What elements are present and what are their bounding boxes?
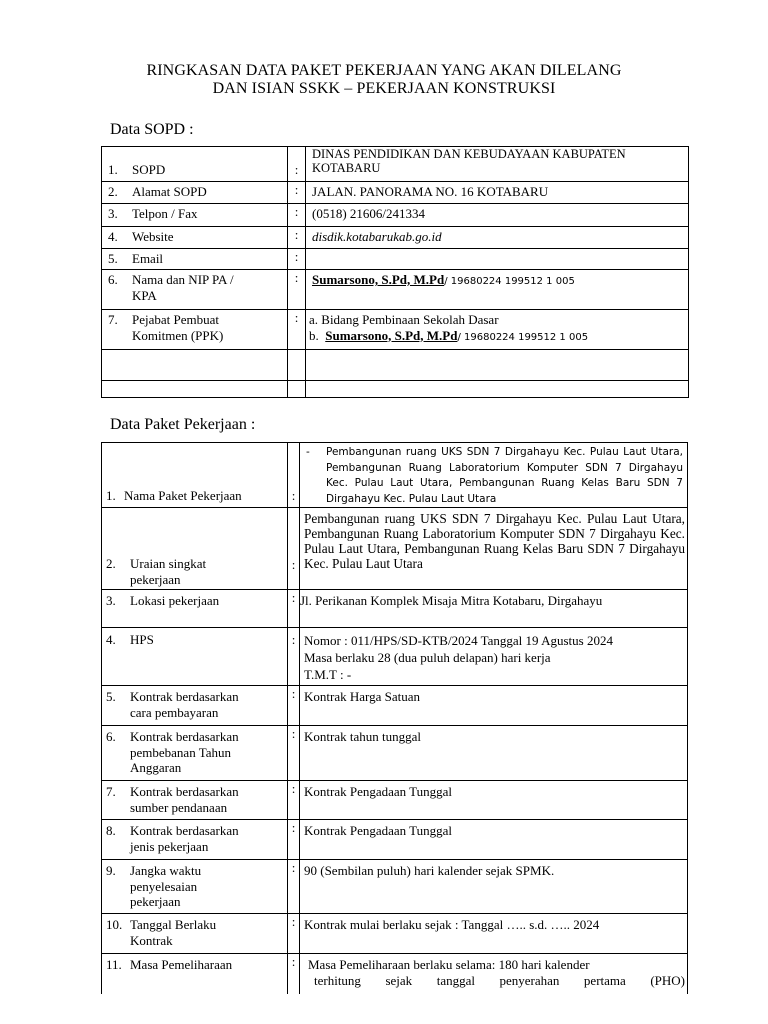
hps-line2: Masa berlaku 28 (dua puluh delapan) hari kerja bbox=[304, 650, 551, 665]
sopd-row-7: 7. Pejabat Pembuat Komitmen (PPK) : a. Bidang Pembinaan Sekolah Dasar b. Sumarsono, S.Pd, M.Pd/ 19680224 199512 1 005 bbox=[102, 310, 689, 350]
document-title-line1: RINGKASAN DATA PAKET PEKERJAAN YANG AKAN DILELANG bbox=[146, 62, 622, 79]
ppk-name: Sumarsono, S.Pd, M.Pd bbox=[325, 327, 458, 343]
telpon-value: (0518) 21606/241334 bbox=[306, 204, 689, 227]
sopd-value-line2: KOTABARU bbox=[312, 161, 381, 175]
paket-row-11: 11. Masa Pemeliharaan : Masa Pemeliharaan berlaku selama: 180 hari kalender terhitung sejak tanggal penyerahan pertama (PHO) bbox=[102, 954, 688, 994]
paket-row-10: 10. Tanggal Berlaku Kontrak : Kontrak mulai berlaku sejak : Tanggal ….. s.d. ….. 2024 bbox=[102, 914, 688, 954]
sopd-row-5: 5. Email : bbox=[102, 249, 689, 270]
email-value bbox=[306, 249, 689, 270]
cara-pembayaran-value: Kontrak Harga Satuan bbox=[300, 686, 688, 726]
paket-section-heading: Data Paket Pekerjaan : bbox=[110, 416, 256, 433]
sopd-row-2: 2. Alamat SOPD : JALAN. PANORAMA NO. 16 KOTABARU bbox=[102, 182, 689, 204]
sopd-value-line1: DINAS PENDIDIKAN DAN KEBUDAYAAN KABUPATEN bbox=[312, 147, 626, 161]
tanggal-berlaku-value: Kontrak mulai berlaku sejak : Tanggal ….. s.d. ….. 2024 bbox=[300, 914, 688, 954]
paket-name-value: Pembangunan ruang UKS SDN 7 Dirgahayu Kec. Pulau Laut Utara, Pembangunan Ruang Laboratorium Komputer SDN 7 Dirgahayu Kec. Pulau Laut Utara, Pembangunan Ruang Kelas Baru SDN 7 Dirgahayu Kec. Pulau Laut Utara bbox=[326, 446, 683, 505]
paket-row-7: 7. Kontrak berdasarkan sumber pendanaan : Kontrak Pengadaan Tunggal bbox=[102, 781, 688, 820]
paket-row-5: 5. Kontrak berdasarkan cara pembayaran : Kontrak Harga Satuan bbox=[102, 686, 688, 726]
paket-row-4: 4. HPS : Nomor : 011/HPS/SD-KTB/2024 Tanggal 19 Agustus 2024 Masa berlaku 28 (dua puluh delapan) hari kerja T.M.T : - bbox=[102, 628, 688, 686]
ppk-nip: / 19680224 199512 1 005 bbox=[457, 331, 589, 343]
sopd-label: SOPD bbox=[132, 161, 166, 177]
sopd-row-empty-1 bbox=[102, 350, 689, 381]
pa-nip: / 19680224 199512 1 005 bbox=[444, 276, 575, 287]
paket-row-9: 9. Jangka waktu penyelesaian pekerjaan : 90 (Sembilan puluh) hari kalender sejak SPMK. bbox=[102, 860, 688, 914]
document-title-line2: DAN ISIAN SSKK – PEKERJAAN KONSTRUKSI bbox=[212, 80, 556, 97]
paket-row-2: 2. Uraian singkat pekerjaan : Pembangunan ruang UKS SDN 7 Dirgahayu Kec. Pulau Laut Utara, Pembangunan Ruang Laboratorium Komputer SDN 7 Dirgahayu Kec. Pulau Laut Utara, Pembangunan Ruang Kelas Baru SDN 7 Dirgahayu Kec. Pulau Laut Utara bbox=[102, 508, 688, 590]
sopd-row-3: 3. Telpon / Fax : (0518) 21606/241334 bbox=[102, 204, 689, 227]
ppk-item-a: a. Bidang Pembinaan Sekolah Dasar bbox=[309, 312, 499, 327]
paket-row-3: 3. Lokasi pekerjaan : Jl. Perikanan Komplek Misaja Mitra Kotabaru, Dirgahayu bbox=[102, 590, 688, 628]
jangka-waktu-value: 90 (Sembilan puluh) hari kalender sejak SPMK. bbox=[300, 860, 688, 914]
hps-line1: Nomor : 011/HPS/SD-KTB/2024 Tanggal 19 Agustus 2024 bbox=[304, 633, 613, 648]
pa-name: Sumarsono, S.Pd, M.Pd bbox=[312, 272, 445, 287]
paket-row-6: 6. Kontrak berdasarkan pembebanan Tahun Anggaran : Kontrak tahun tunggal bbox=[102, 726, 688, 781]
hps-line3: T.M.T : - bbox=[304, 667, 352, 682]
uraian-value: Pembangunan ruang UKS SDN 7 Dirgahayu Kec. Pulau Laut Utara, Pembangunan Ruang Laboratorium Komputer SDN 7 Dirgahayu Kec. Pulau Laut Utara, Pembangunan Ruang Kelas Baru SDN 7 Dirgahayu Kec. Pulau Laut Utara bbox=[300, 508, 688, 590]
sopd-row-4: 4. Website : disdik.kotabarukab.go.id bbox=[102, 227, 689, 249]
tahun-anggaran-value: Kontrak tahun tunggal bbox=[300, 726, 688, 781]
alamat-value: JALAN. PANORAMA NO. 16 KOTABARU bbox=[306, 182, 689, 204]
website-value: disdik.kotabarukab.go.id bbox=[306, 227, 689, 249]
sopd-row-6: 6. Nama dan NIP PA / KPA : Sumarsono, S.Pd, M.Pd/ 19680224 199512 1 005 bbox=[102, 270, 689, 310]
sopd-table bbox=[101, 146, 689, 398]
sopd-row-empty-2 bbox=[102, 381, 689, 398]
pemeliharaan-line2: terhitung sejak tanggal penyerahan pertama (PHO) bbox=[314, 973, 685, 988]
lokasi-value: Jl. Perikanan Komplek Misaja Mitra Kotabaru, Dirgahayu bbox=[300, 590, 688, 628]
sumber-pendanaan-value: Kontrak Pengadaan Tunggal bbox=[300, 781, 688, 820]
sopd-row-1: 1. SOPD : DINAS PENDIDIKAN DAN KEBUDAYAAN KABUPATEN KOTABARU bbox=[102, 147, 689, 182]
paket-row-1: 1. Nama Paket Pekerjaan : - Pembangunan ruang UKS SDN 7 Dirgahayu Kec. Pulau Laut Utara, Pembangunan Ruang Laboratorium Komputer SDN 7 Dirgahayu Kec. Pulau Laut Utara, Pembangunan Ruang Kelas Baru SDN 7 Dirgahayu Kec. Pulau Laut Utara bbox=[102, 443, 688, 508]
paket-table bbox=[101, 442, 688, 994]
paket-bullet: - bbox=[306, 446, 310, 458]
sopd-section-heading: Data SOPD : bbox=[110, 121, 194, 138]
pemeliharaan-line1: Masa Pemeliharaan berlaku selama: 180 hari kalender bbox=[308, 957, 590, 972]
paket-row-8: 8. Kontrak berdasarkan jenis pekerjaan : Kontrak Pengadaan Tunggal bbox=[102, 820, 688, 860]
jenis-pekerjaan-value: Kontrak Pengadaan Tunggal bbox=[300, 820, 688, 860]
